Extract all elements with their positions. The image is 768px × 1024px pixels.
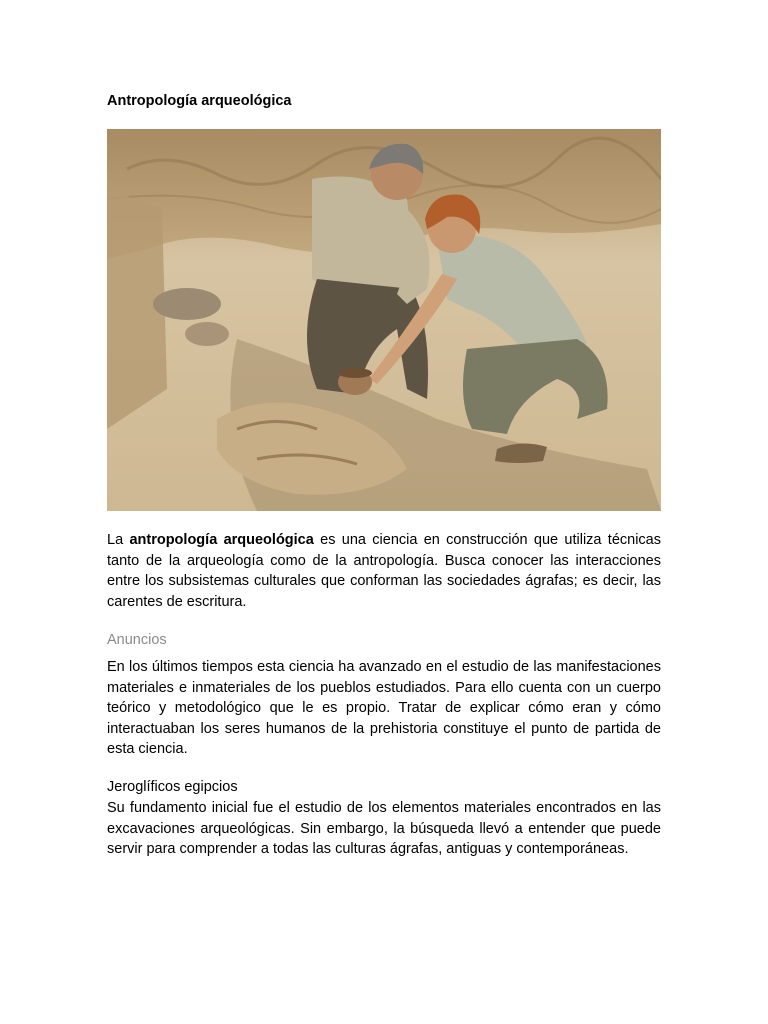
page-title: Antropología arqueológica [107, 93, 292, 109]
section-subheading: Jeroglíficos egipcios [107, 779, 238, 795]
excavation-photo [107, 129, 661, 511]
intro-bold-term: antropología arqueológica [129, 532, 314, 548]
intro-lead: La [107, 532, 130, 548]
ads-label: Anuncios [107, 632, 167, 648]
body-paragraph-3: Su fundamento inicial fue el estudio de los elementos materiales encontrados en las excavaciones arqueológicas. Sin embargo, la búsqueda llevó a entender que puede servir para comprender a todas las culturas ágrafas, antiguas y contemporáneas. [107, 800, 661, 857]
intro-paragraph [107, 530, 661, 612]
intro-rest: es una ciencia en construcción que utiliza técnicas tanto de la arqueología como de la antropología. Busca conocer las interacciones entre los subsistemas culturales que conforman las sociedades ágrafas; es decir, las carentes de escritura. [107, 532, 661, 610]
body-paragraph-2: En los últimos tiempos esta ciencia ha avanzado en el estudio de las manifestaciones materiales e inmateriales de los pueblos estudiados. Para ello cuenta con un cuerpo teórico y metodológico que le es propio. Tratar de explicar cómo eran y cómo interactuaban los seres humanos de la prehistoria constituye el punto de partida de esta ciencia. [107, 659, 661, 757]
